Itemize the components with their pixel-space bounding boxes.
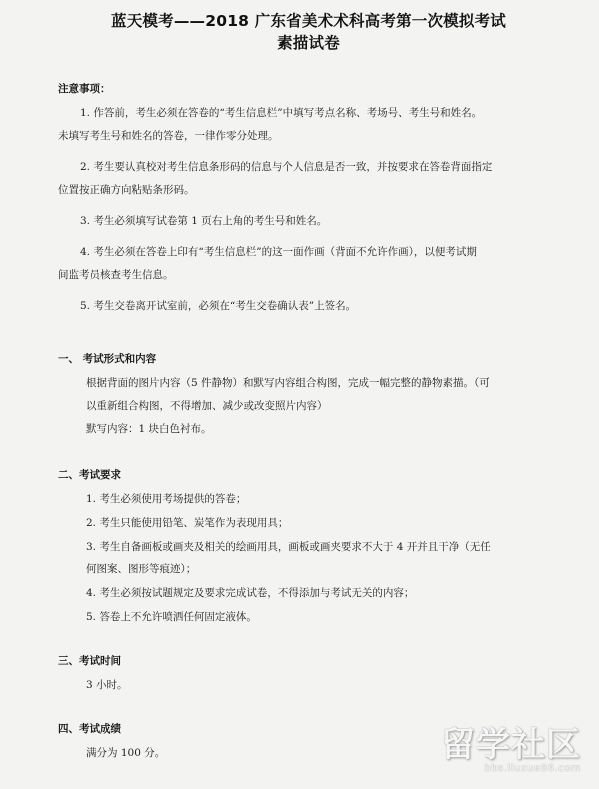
document-title: 蓝天模考——2018 广东省美术术科高考第一次模拟考试 (111, 12, 506, 30)
notice-section (58, 82, 559, 313)
notice-line: 1. 作答前，考生必须在答卷的“考生信息栏”中填写考点名称、考场号、考生号和姓名。 (80, 107, 483, 119)
notice-line: 间监考员核查考生信息。 (58, 269, 174, 281)
watermark-logo-text: 留学社区 (441, 725, 581, 765)
section-heading: 一、 考试形式和内容 (58, 353, 157, 365)
section-heading: 四、考试成绩 (58, 723, 121, 735)
section-line: 5. 答卷上不允许喷洒任何固定液体。 (86, 611, 257, 623)
notice-line: 未填写考生号和姓名的答卷，一律作零分处理。 (58, 130, 279, 142)
section-line: 1. 考生必须使用考场提供的答卷； (86, 493, 247, 505)
section-line: 4. 考生必须按试题规定及要求完成试卷，不得添加与考试无关的内容； (86, 587, 415, 599)
section-line: 根据背面的图片内容（5 件静物）和默写内容组合构图，完成一幅完整的静物素描。（可 (86, 377, 490, 389)
notice-line: 4. 考生必须在答卷上印有“考生信息栏”的这一面作画（背面不允许作画），以便考试期 (80, 246, 477, 258)
section-line: 何图案、图形等痕迹）； (86, 563, 197, 575)
section-heading: 二、考试要求 (58, 469, 121, 481)
document-subtitle: 素描试卷 (277, 34, 340, 52)
site-watermark (431, 727, 581, 775)
notice-heading: 注意事项： (58, 83, 111, 95)
section-heading: 三、考试时间 (58, 655, 121, 667)
notice-line: 位置按正确方向粘贴条形码。 (58, 184, 195, 196)
notice-line: 5. 考生交卷离开试室前，必须在“考生交卷确认表”上签名。 (80, 300, 357, 312)
section-exam-requirements (58, 468, 559, 624)
section-line: 3 小时。 (86, 679, 128, 691)
notice-line: 3. 考生必须填写试卷第 1 页右上角的考生号和姓名。 (80, 215, 328, 227)
section-exam-format (58, 352, 559, 436)
section-line: 2. 考生只能使用铅笔、炭笔作为表现用具； (86, 517, 289, 529)
section-line: 满分为 100 分。 (86, 747, 166, 759)
section-exam-time (58, 654, 559, 692)
section-line: 默写内容：1 块白色衬布。 (86, 423, 212, 435)
section-line: 以重新组合构图，不得增加、减少或改变照片内容） (86, 400, 328, 412)
watermark-url: bbs.liuxue86.com (484, 763, 581, 774)
notice-line: 2. 考生要认真校对考生信息条形码的信息与个人信息是否一致，并按要求在答卷背面指定 (80, 161, 493, 173)
section-line: 3. 考生自备画板或画夹及相关的绘画用具，画板或画夹要求不大于 4 开并且干净（无任 (86, 541, 491, 553)
